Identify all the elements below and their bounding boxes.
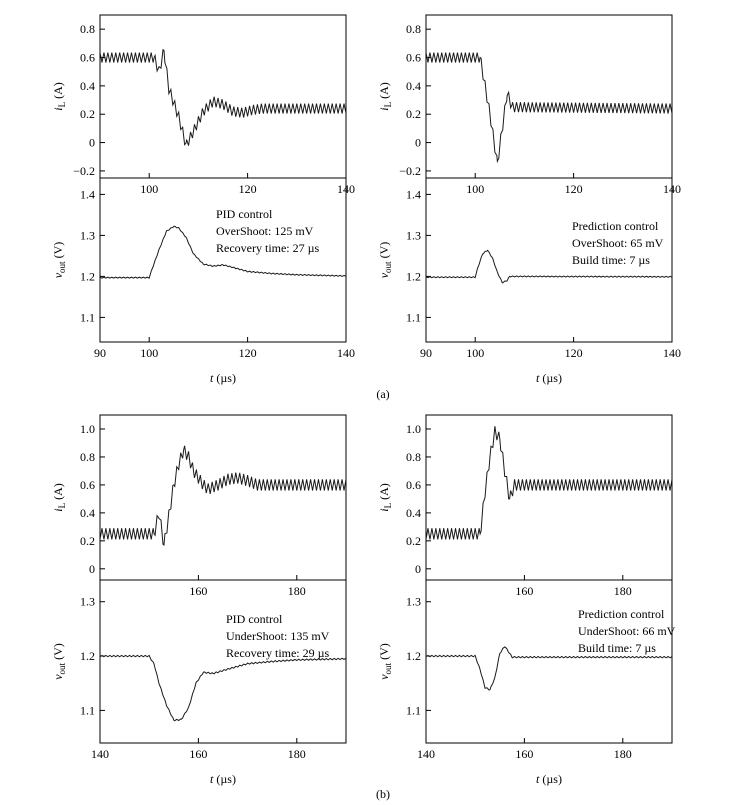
- y-tick-label: 0.4: [406, 505, 421, 520]
- x-tick-label: 160: [515, 584, 534, 598]
- y-tick-label: 0.4: [80, 505, 95, 520]
- x-tick-label: 100: [466, 346, 485, 360]
- y-tick-label: 1.2: [406, 649, 421, 664]
- y-axis-label: $i_L$ (A): [377, 483, 393, 512]
- y-axis-label: $i_L$ (A): [51, 483, 67, 512]
- y-tick-label: −0.2: [399, 163, 421, 178]
- y-tick-label: 0.4: [80, 78, 95, 93]
- y-axis-label: $v_{out}$ (V): [377, 643, 393, 680]
- series-line-iL: [426, 426, 672, 539]
- x-axis-label: t (µs): [210, 772, 236, 786]
- x-tick-label: 180: [613, 747, 632, 761]
- y-tick-label: 0.6: [80, 50, 95, 65]
- panel-b-pred-iL: [377, 415, 672, 598]
- y-tick-label: 1.3: [80, 228, 95, 243]
- plot-frame: [426, 415, 672, 580]
- x-tick-label: 90: [420, 346, 432, 360]
- y-axis-label: $v_{out}$ (V): [51, 643, 67, 680]
- plot-frame: [100, 15, 346, 178]
- y-tick-label: 0.8: [406, 449, 421, 464]
- panel-a-pid-vout: [51, 178, 355, 385]
- series-line-iL: [426, 53, 672, 162]
- x-tick-label: 120: [564, 182, 583, 196]
- series-line-vout: [100, 655, 346, 720]
- caption-b: (b): [376, 787, 390, 801]
- x-tick-label: 100: [140, 182, 159, 196]
- annotation-text: PID control: [216, 207, 273, 221]
- x-tick-label: 140: [663, 346, 681, 360]
- y-tick-label: 0.6: [406, 50, 421, 65]
- annotation-text: UnderShoot: 66 mV: [578, 624, 676, 638]
- y-tick-label: 0.4: [406, 78, 421, 93]
- annotation-text: Prediction control: [572, 219, 659, 233]
- y-tick-label: 0.2: [406, 533, 421, 548]
- x-tick-label: 140: [337, 346, 355, 360]
- y-tick-label: 0.8: [406, 22, 421, 37]
- y-tick-label: −0.2: [73, 163, 95, 178]
- x-tick-label: 180: [287, 584, 306, 598]
- plot-frame: [100, 580, 346, 743]
- y-tick-label: 0.2: [406, 107, 421, 122]
- y-tick-label: 1.2: [80, 269, 95, 284]
- plot-frame: [100, 415, 346, 580]
- y-axis-label: $v_{out}$ (V): [51, 241, 67, 279]
- y-axis-label: $v_{out}$ (V): [377, 241, 393, 279]
- y-tick-label: 1.3: [406, 228, 421, 243]
- x-axis-label: t (µs): [210, 371, 236, 385]
- y-tick-label: 0: [89, 561, 95, 576]
- panel-b-pid-vout: [51, 580, 346, 786]
- annotation-text: OverShoot: 65 mV: [572, 236, 664, 250]
- x-tick-label: 140: [337, 182, 355, 196]
- y-tick-label: 0.8: [80, 449, 95, 464]
- panel-b-pid-iL: [51, 415, 346, 598]
- x-axis-label: t (µs): [536, 371, 562, 385]
- y-tick-label: 1.0: [80, 421, 95, 436]
- caption-a: (a): [376, 387, 390, 401]
- y-tick-label: 0: [415, 561, 421, 576]
- y-axis-label: $i_L$ (A): [377, 82, 393, 111]
- x-tick-label: 120: [564, 346, 583, 360]
- y-tick-label: 0: [415, 135, 421, 150]
- x-tick-label: 100: [140, 346, 159, 360]
- panel-a-pred-vout: [377, 178, 681, 385]
- y-tick-label: 1.0: [406, 421, 421, 436]
- panel-a-pid-iL: [51, 15, 355, 196]
- y-tick-label: 1.1: [406, 310, 421, 325]
- y-tick-label: 1.1: [80, 703, 95, 718]
- y-tick-label: 0: [89, 135, 95, 150]
- y-tick-label: 1.4: [406, 187, 421, 202]
- series-line-iL: [100, 446, 346, 545]
- y-tick-label: 1.4: [80, 187, 95, 202]
- annotation-text: Prediction control: [578, 607, 665, 621]
- panel-b-pred-vout: [377, 580, 676, 786]
- x-tick-label: 140: [91, 747, 109, 761]
- annotation-text: Recovery time: 29 µs: [226, 646, 330, 660]
- series-line-iL: [100, 50, 346, 146]
- plot-frame: [426, 580, 672, 743]
- x-tick-label: 180: [613, 584, 632, 598]
- x-tick-label: 160: [189, 747, 208, 761]
- y-tick-label: 0.2: [80, 107, 95, 122]
- annotation-text: OverShoot: 125 mV: [216, 224, 314, 238]
- x-tick-label: 120: [238, 346, 257, 360]
- y-tick-label: 1.2: [80, 649, 95, 664]
- y-tick-label: 1.3: [80, 594, 95, 609]
- x-tick-label: 160: [189, 584, 208, 598]
- y-tick-label: 0.8: [80, 22, 95, 37]
- x-tick-label: 140: [417, 747, 435, 761]
- plot-frame: [100, 178, 346, 342]
- y-tick-label: 1.3: [406, 594, 421, 609]
- y-tick-label: 1.1: [80, 310, 95, 325]
- annotation-text: UnderShoot: 135 mV: [226, 629, 330, 643]
- annotation-text: Recovery time: 27 µs: [216, 241, 320, 255]
- x-tick-label: 90: [94, 346, 106, 360]
- annotation-text: PID control: [226, 612, 283, 626]
- y-tick-label: 1.2: [406, 269, 421, 284]
- y-tick-label: 1.1: [406, 703, 421, 718]
- plot-frame: [426, 15, 672, 178]
- y-tick-label: 0.2: [80, 533, 95, 548]
- panel-a-pred-iL: [377, 15, 681, 196]
- y-axis-label: $i_L$ (A): [51, 82, 67, 111]
- x-axis-label: t (µs): [536, 772, 562, 786]
- x-tick-label: 180: [287, 747, 306, 761]
- x-tick-label: 120: [238, 182, 257, 196]
- y-tick-label: 0.6: [80, 477, 95, 492]
- annotation-text: Build time: 7 µs: [578, 641, 656, 655]
- x-tick-label: 160: [515, 747, 534, 761]
- y-tick-label: 0.6: [406, 477, 421, 492]
- x-tick-label: 140: [663, 182, 681, 196]
- annotation-text: Build time: 7 µs: [572, 253, 650, 267]
- x-tick-label: 100: [466, 182, 485, 196]
